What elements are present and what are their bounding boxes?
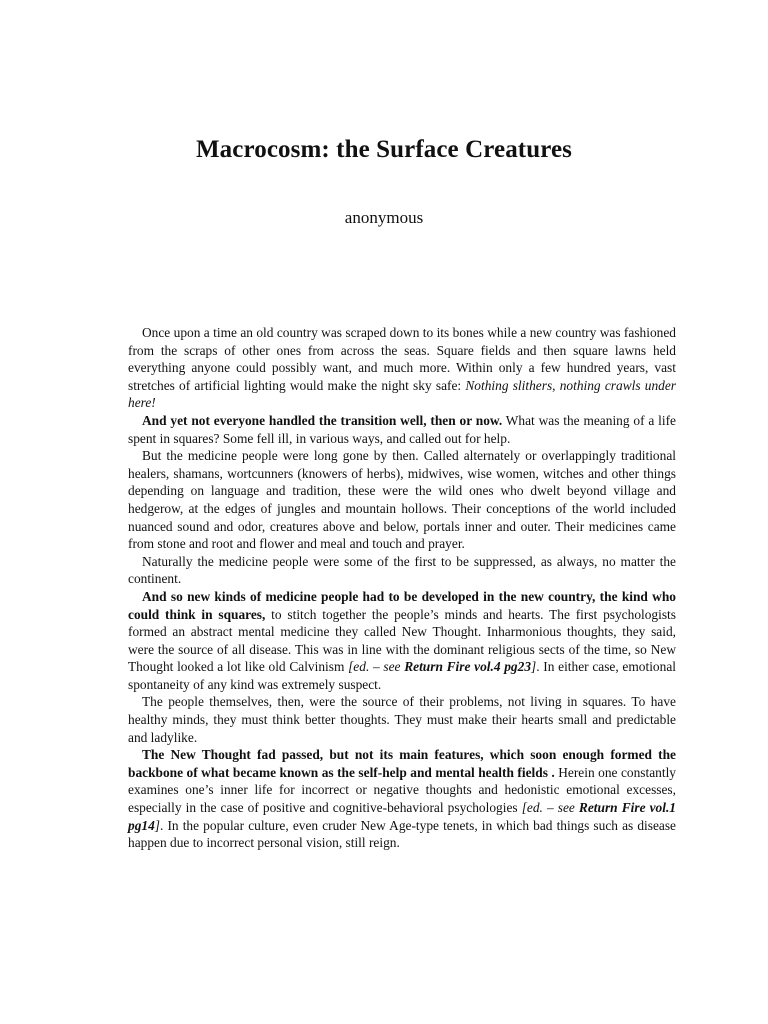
text-run: What was the meaning of a life spent in squares? Some fell ill, in various ways, and called out for help. [128, 412, 676, 446]
text-run: Return Fire vol.4 pg23 [404, 659, 532, 675]
text-run: [ed. – see [348, 659, 405, 675]
text-run: to stitch together the people’s minds and hearts. The first psychologists formed an abstract mental medicine they called New Thought. Inharmonious thoughts, they said, were the source of all disease. This was in line with the dominant religious sects of the time, so New Thought looked a lot like old Calvinism [128, 606, 676, 675]
paragraph [128, 324, 676, 412]
text-run: But the medicine people were long gone by then. Called alternately or overlappingly traditional healers, shamans, wortcunners (knowers of herbs), midwives, wise women, witches and other things depending on language and tradition, these were the wild ones who dwelt beyond village and hedgerow, at the edges of jungles and mountain hollows. Their conceptions of the world included nuanced sound and odor, creatures above and below, portals inner and outer. Their medicines came from stone and root and flower and meal and touch and prayer. [128, 448, 676, 552]
paragraph [128, 447, 676, 553]
text-run: And yet not everyone handled the transition well, then or now. [142, 412, 503, 428]
paragraph [128, 412, 676, 447]
text-run: . In the popular culture, even cruder New Age-type tenets, in which bad things such as disease happen due to incorrect personal vision, still reign. [128, 817, 676, 851]
text-run: Naturally the medicine people were some of the first to be suppressed, as always, no matter the continent. [128, 553, 676, 587]
text-run: . In either case, emotional spontaneity of any kind was extremely suspect. [128, 659, 676, 692]
document-author: anonymous [344, 208, 424, 227]
text-run: The New Thought fad passed, but not its main features, which soon enough formed the backbone of what became known as the self-help and mental health fields . [128, 747, 676, 780]
text-run: The people themselves, then, were the source of their problems, not living in squares. To have healthy minds, they must think better thoughts. They must make their hearts small and predictable and ladylike. [128, 694, 676, 745]
document-body [128, 324, 676, 852]
text-run: [ed. – see [521, 800, 579, 816]
text-run: ] [154, 817, 160, 833]
paragraph [128, 746, 676, 852]
paragraph [128, 588, 676, 694]
text-run: And so new kinds of medicine people had to be developed in the new country, the kind who could think in squares, [128, 588, 676, 622]
paragraph [128, 553, 676, 588]
text-run: Nothing slithers, nothing crawls under here! [128, 377, 677, 411]
text-run: Return Fire vol.1 pg14 [128, 800, 676, 833]
text-run: Once upon a time an old country was scraped down to its bones while a new country was fashioned from the scraps of other ones from across the seas. Square fields and then square lawns held everything anyone could possibly want, and much more. Within only a few hundred years, vast stretches of artificial lighting would make the night sky safe: [128, 325, 676, 393]
paragraph [128, 693, 676, 746]
text-run: ] [531, 659, 537, 675]
document-title: Macrocosm: the Surface Creatures [195, 136, 572, 163]
text-run: Herein one constantly examines one’s inner life for incorrect or negative thoughts and hedonistic emotional excesses, especially in the case of positive and cognitive-behavioral psychologies [128, 764, 676, 816]
